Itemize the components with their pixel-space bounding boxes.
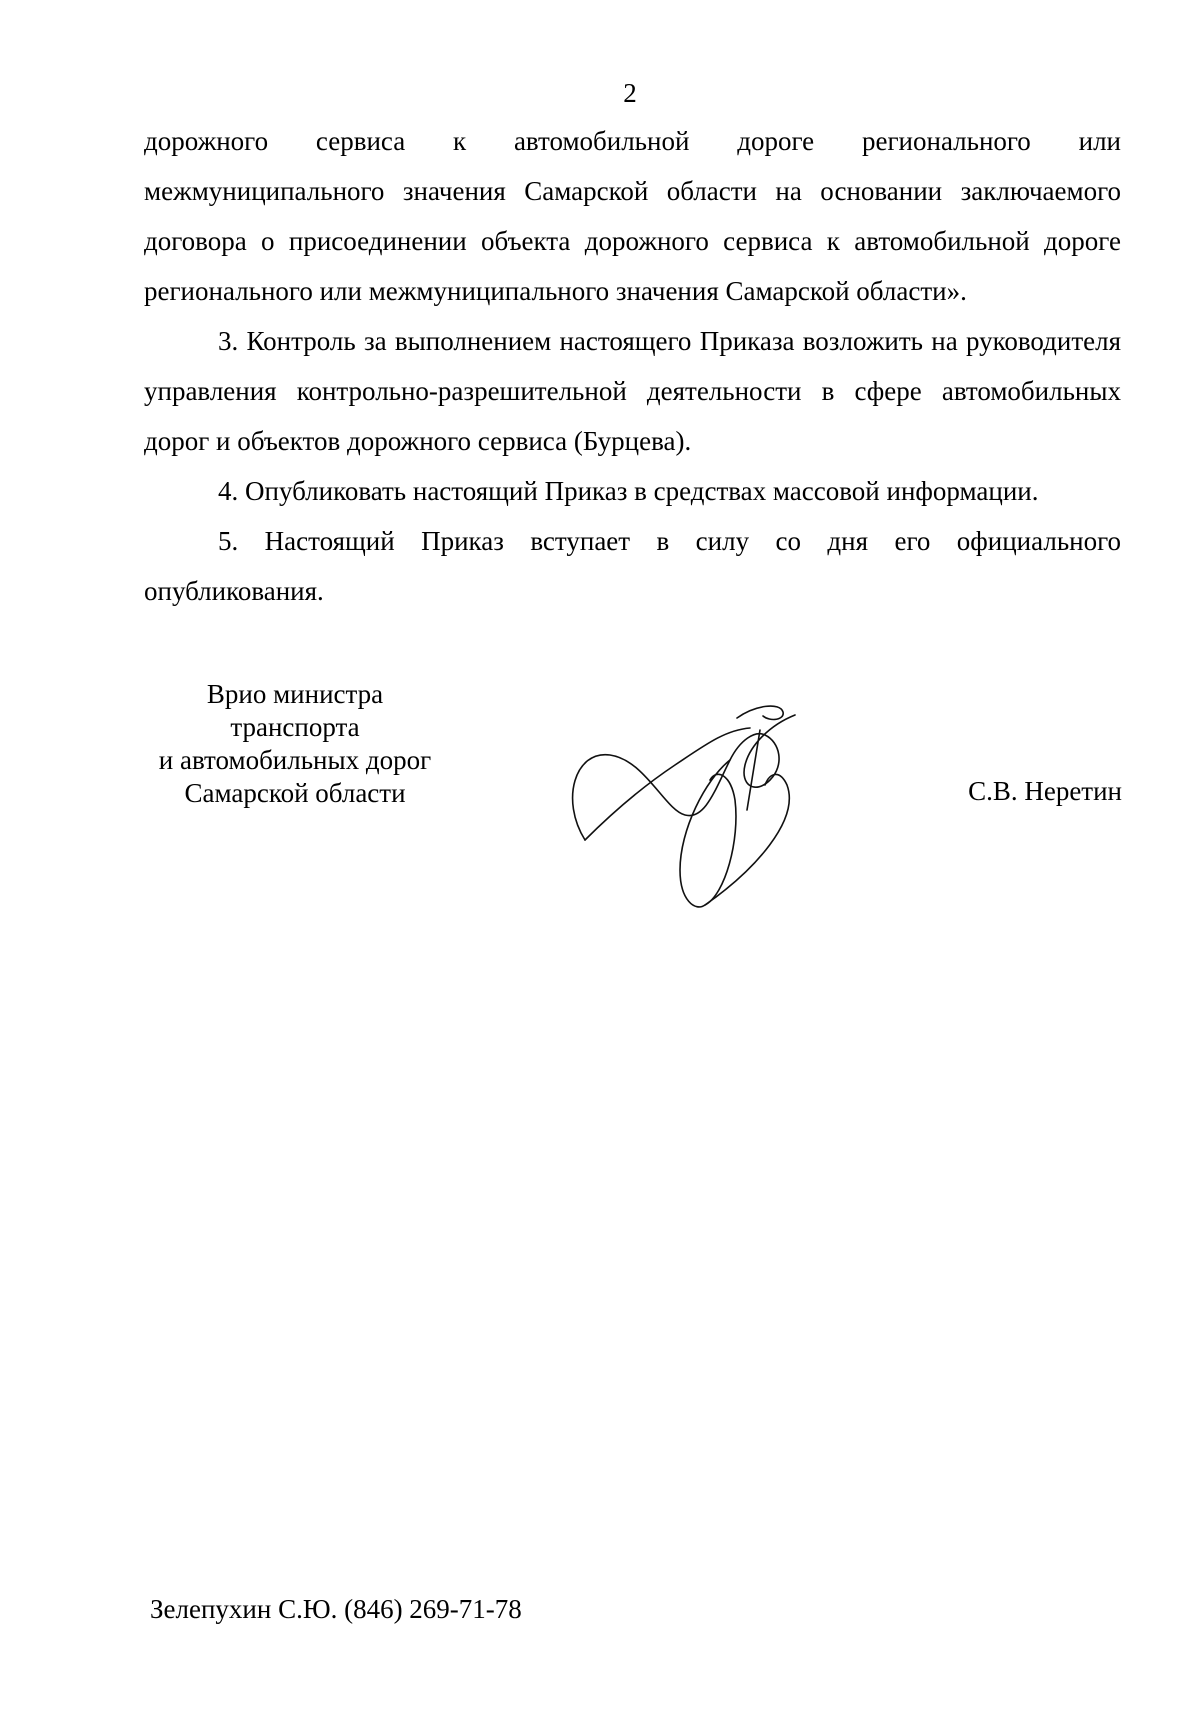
signatory-title-line: Врио министра	[206, 679, 384, 709]
handwritten-signature	[555, 690, 815, 910]
paragraph-item-5: 5. Настоящий Приказ вступает в силу со дня его официального опубликования.	[144, 526, 1121, 606]
signatory-title-line: и автомобильных дорог	[158, 745, 432, 775]
paragraph-item-4: 4. Опубликовать настоящий Приказ в средствах массовой информации.	[218, 476, 1039, 506]
signatory-title	[130, 678, 460, 810]
paragraph-continuation: дорожного сервиса к автомобильной дороге регионального или межмуниципального значения Самарской области на основании заключаемого договора о присоединении объекта дорожного сервиса к автомобильной дороге регионального или межмуниципального значения Самарской области».	[144, 126, 1121, 306]
contact-info: Зелепухин С.Ю. (846) 269-71-78	[150, 1594, 522, 1624]
signatory-title-line: Самарской области	[184, 778, 406, 808]
page-number: 2	[623, 78, 637, 108]
paragraph-item-3: 3. Контроль за выполнением настоящего Приказа возложить на руководителя управления контрольно-разрешительной деятельности в сфере автомобильных дорог и объектов дорожного сервиса (Бурцева).	[144, 326, 1121, 456]
signer-name: С.В. Неретин	[968, 776, 1122, 806]
document-body	[144, 116, 1121, 616]
signatory-title-line: транспорта	[230, 712, 360, 742]
